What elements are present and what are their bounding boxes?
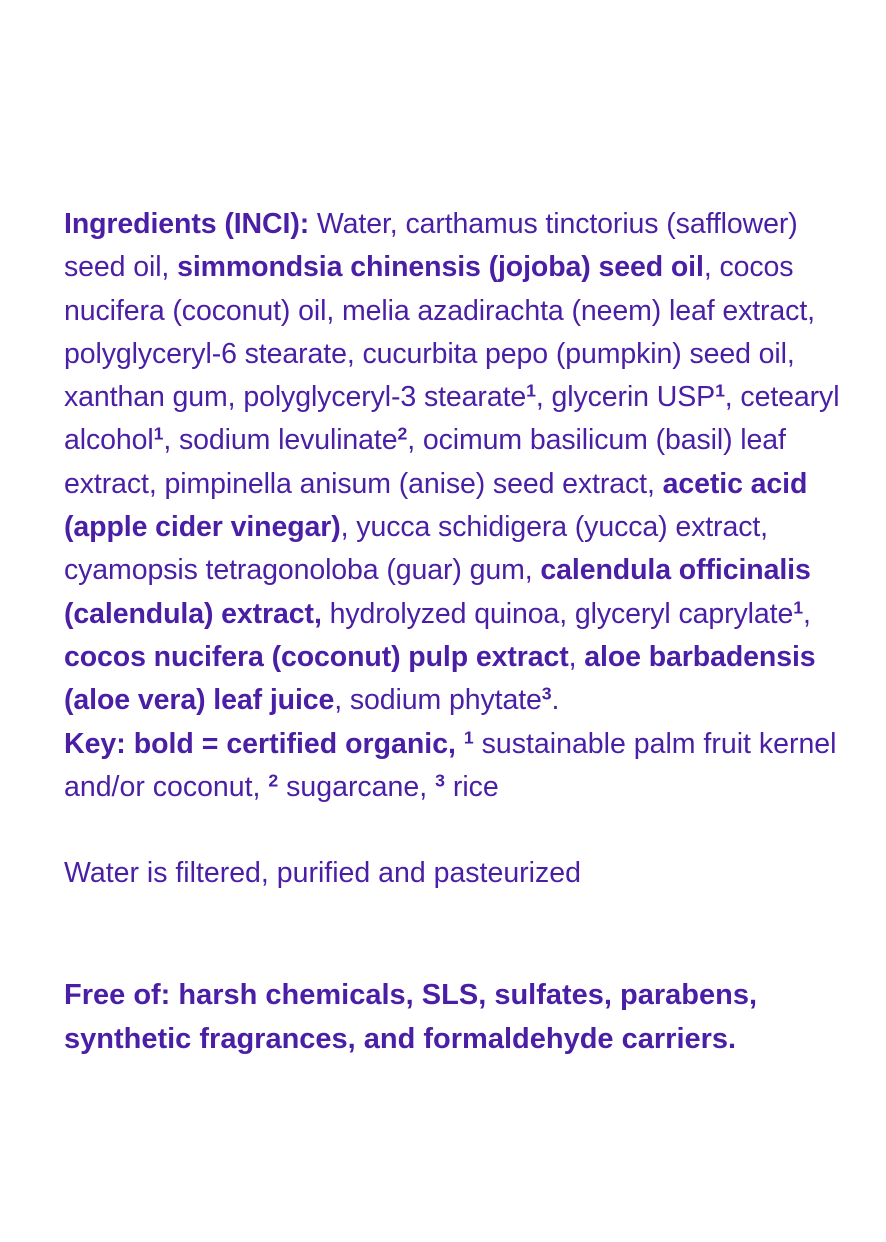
footnote-marker: 1	[793, 596, 803, 617]
key-text: sugarcane,	[278, 770, 436, 803]
organic-ingredient: acetic acid (apple cider vinegar)	[64, 467, 808, 544]
organic-ingredient: simmondsia chinensis (jojoba) seed oil	[177, 251, 704, 284]
ingredients-text: , cetearyl alcohol	[64, 381, 840, 457]
ingredients-label: Ingredients (INCI):	[64, 208, 310, 240]
ingredients-text: hydrolyzed quinoa, glyceryl caprylate	[321, 597, 794, 630]
key-legend	[64, 723, 864, 810]
footnote-marker: 3	[541, 683, 552, 704]
ingredients-panel	[64, 203, 864, 1061]
ingredients-text: , glycerin USP	[535, 381, 716, 414]
footnote-marker: 1	[526, 380, 536, 401]
footnote-marker: 1	[715, 380, 725, 401]
free-of-statement: Free of: harsh chemicals, SLS, sulfates, parabens, synthetic fragrances, and formaldehyde carriers.	[64, 979, 758, 1055]
organic-ingredient: aloe barbadensis (aloe vera) leaf juice	[64, 640, 816, 717]
ingredients-text: .	[551, 684, 560, 717]
footnote-marker: 3	[435, 770, 445, 791]
key-text: rice	[444, 770, 499, 803]
ingredients-text: , yucca schidigera (yucca) extract, cyamopsis tetragonoloba (guar) gum,	[64, 511, 768, 587]
organic-ingredient: calendula officinalis (calendula) extract,	[64, 554, 811, 630]
footnote-marker: 1	[463, 726, 474, 747]
ingredients-text: , sodium phytate	[334, 684, 542, 717]
water-note: Water is filtered, purified and pasteurized	[64, 857, 581, 890]
ingredients-text: ,	[568, 640, 585, 673]
footnote-marker: 2	[397, 423, 408, 444]
ingredients-text: ,	[802, 597, 811, 630]
ingredients-list	[64, 203, 864, 723]
footnote-marker: 1	[153, 423, 164, 444]
key-label: Key: bold = certified organic,	[64, 727, 456, 760]
organic-ingredient: cocos nucifera (coconut) pulp extract	[64, 640, 569, 673]
key-text: sustainable palm fruit kernel and/or coconut,	[64, 727, 837, 803]
ingredients-text: , sodium levulinate	[163, 424, 398, 457]
footnote-marker: 2	[268, 770, 279, 791]
ingredients-text: Water, carthamus tinctorius (safflower) seed oil,	[64, 208, 798, 284]
ingredients-text: , cocos nucifera (coconut) oil, melia azadirachta (neem) leaf extract, polyglyceryl-6 stearate, cucurbita pepo (pumpkin) seed oil, xanthan gum, polyglyceryl-3 stearate	[64, 251, 815, 414]
ingredients-text: , ocimum basilicum (basil) leaf extract, pimpinella anisum (anise) seed extract,	[64, 424, 786, 500]
